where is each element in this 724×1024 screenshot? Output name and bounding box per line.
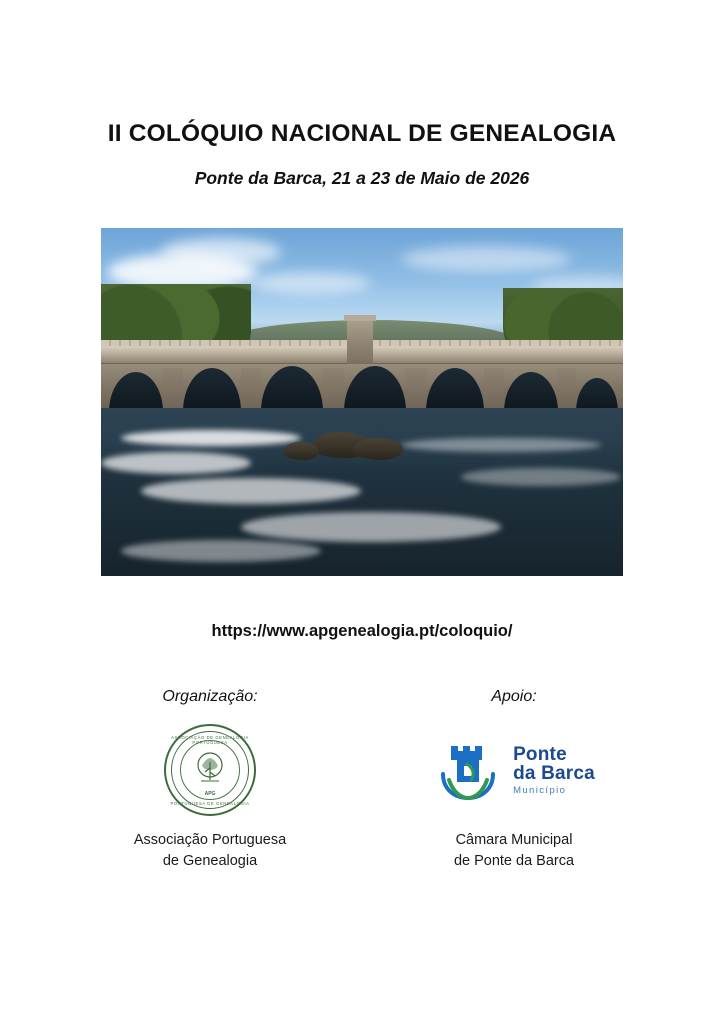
castle-boat-icon <box>433 734 505 806</box>
seal-inner-ring <box>180 740 240 800</box>
water-foam <box>121 540 321 562</box>
support-heading: Apoio: <box>491 688 537 705</box>
page-subtitle: Ponte da Barca, 21 a 23 de Maio de 2026 <box>194 168 530 188</box>
seal-bottom-text: PORTUGUESA DE GENEALOGIA <box>170 801 250 806</box>
bridge-body <box>101 362 623 410</box>
water-foam <box>141 478 361 504</box>
logo-text-line3: Município <box>513 784 567 796</box>
water-foam <box>241 512 501 542</box>
support-logo-wrap <box>364 724 664 816</box>
photo-canvas <box>101 228 623 576</box>
logo-text-line1: Ponte <box>513 743 567 765</box>
organization-logo-wrap <box>60 724 360 816</box>
river-water <box>101 408 623 576</box>
support-name <box>364 830 664 872</box>
water-foam <box>401 438 601 452</box>
seal-abbreviation: APG <box>204 791 216 797</box>
organization-name-line1: Associação Portuguesa <box>133 832 287 848</box>
cloud-shape <box>251 272 371 294</box>
organization-name-line2: de Genealogia <box>162 853 258 870</box>
coloquio-url[interactable]: https://www.apgenealogia.pt/coloquio/ <box>211 622 513 640</box>
cloud-shape <box>161 238 281 266</box>
support-block <box>364 688 664 872</box>
bridge-arch <box>344 366 406 412</box>
river-rock <box>283 442 319 460</box>
organization-name <box>60 830 360 872</box>
bridge-photo <box>101 228 623 576</box>
river-rock <box>353 438 403 460</box>
tree-icon <box>188 748 232 792</box>
bridge-arch <box>576 378 618 412</box>
support-name-line1: Câmara Municipal <box>455 832 573 848</box>
logo-text-line2: da Barca <box>513 762 595 784</box>
water-foam <box>461 468 621 486</box>
ponte-da-barca-wordmark <box>513 745 595 796</box>
bridge-arch <box>183 368 241 412</box>
bridge-tower <box>347 320 373 364</box>
bridge-arch <box>504 372 558 412</box>
support-name-line2: de Ponte da Barca <box>453 853 575 870</box>
organization-block <box>60 688 360 872</box>
cloud-shape <box>401 246 571 272</box>
bridge-arch <box>109 372 163 412</box>
organization-heading: Organização: <box>162 688 258 705</box>
seal-ring-text: ASSOCIAÇÃO DE GENEALOGIA PORTUGUESA <box>171 735 249 745</box>
apg-seal-icon <box>164 724 256 816</box>
credits-row <box>60 688 664 872</box>
bridge-arch <box>261 366 323 412</box>
ponte-da-barca-logo-icon <box>433 734 595 806</box>
water-foam <box>121 430 301 446</box>
page-title: II COLÓQUIO NACIONAL DE GENEALOGIA <box>107 120 617 147</box>
bridge-arch <box>426 368 484 412</box>
water-foam <box>101 452 251 474</box>
